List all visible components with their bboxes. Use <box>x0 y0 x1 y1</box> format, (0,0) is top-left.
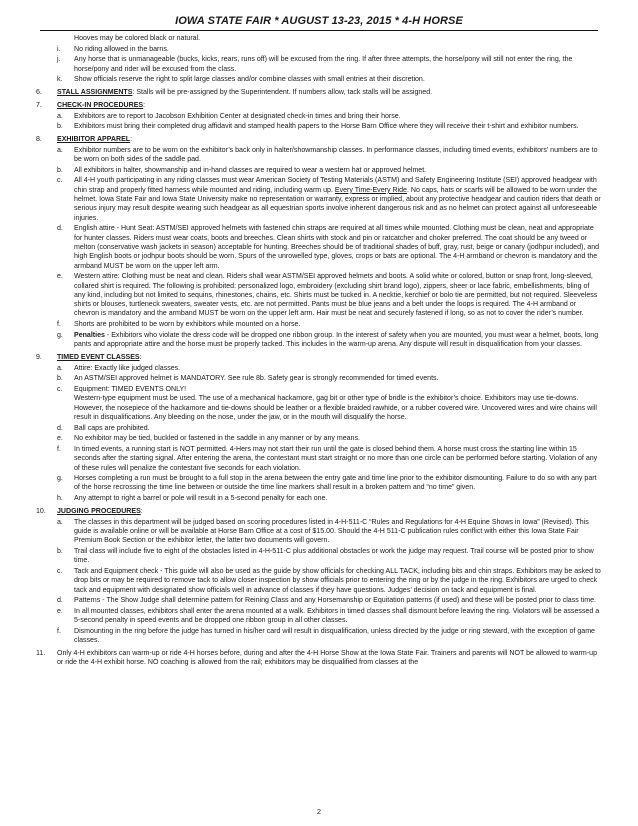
list-item: a. The classes in this department will be judged based on scoring procedures listed in 4-H-511-C “Rules and Regulations for 4-H Equine Shows in Iowa” (Revised). This guide is available online or will be available at Horse Barn Office at a cost of $15.00. Should the 4-H 511-C publication rules conflict with either this Iowa State Fair Premium Book Section or the exhibitor letter, the latter two documents will govern. <box>57 518 589 545</box>
list-item: b. Exhibitors must bring their completed drug affidavit and stamped health papers to the Horse Barn Office where they will receive their t-shirt and exhibitor numbers. <box>57 123 579 131</box>
list-item: f. Shorts are prohibited to be worn by exhibitors while mounted on a horse. <box>57 321 301 329</box>
list-item: d. Patterns - The Show Judge shall determine pattern for Reining Class and any Horsemanship or Equitation patterns (if used) and these will be posted prior to class time. <box>57 597 597 605</box>
list-item: e. Western attire: Clothing must be neat and clean. Riders shall wear ASTM/SEI approved helmets and boots. A solid white or colored, button or snap front, long-sleeved, collared shirt is required. The following is prohibited: personalized logo, embroidery (excluding shirt brand logo), zippers, sheer or lace fabric, embellishments, bling of any kind, including but not limited to sequins, rhinestones, chains, etc. Shirts must be tucked in. A necktie, kerchief or bolo tie are permitted, but not required. Sleeveless shirts or blouses, turtleneck sweaters, sweater vests, etc. are not permitted. Pants must be blue jeans and a belt under the loops is required. The 4-H armband or chevron is mandatory and the armband MUST be worn on the upper left arm. Hair must be neat and securely fastened if long, so as not to cover the rider’s number. <box>57 273 598 318</box>
section-heading: STALL ASSIGNMENTS <box>57 89 133 97</box>
page-header: IOWA STATE FAIR * AUGUST 13-23, 2015 * 4-H HORSE <box>175 15 463 27</box>
list-item: b. Trail class will include five to eight of the obstacles listed in 4-H-511-C plus additional obstacles or work the judge may request. Trail course will be posted prior to show time. <box>57 547 594 565</box>
list-item: g. Horses completing a run must be brought to a full stop in the arena between the entry gate and time line prior to the exhibitor dismounting. Failure to do so with any part of the horse recrossing the time line between or outside the time line markers shall result in a broken pattern and “no time” given. <box>57 475 597 492</box>
section-11: 11. Only 4-H exhibitors can warm-up or ride 4-H horses before, during and after the 4-H Horse Show at the Iowa State Fair. Trainers and parents will NOT be allowed to warm-up or ride the 4-H exhibit horse. NO coaching is allowed from the rail; exhibitors may be disqualified from classes at the <box>36 649 597 667</box>
list-item: c. Tack and Equipment check - This guide will also be used as the guide by show officials for checking ALL TACK, including bits and chin straps. Exhibitors may be asked to drop bits or may be required to remove tack to allow closer inspection by show officials prior to entering the ring or by the judge in the ring. Exhibitors are urged to check tack and equipment with designated show officials well in advance of classes if they have questions. Judges’ decision on tack and equipment is final. <box>57 567 601 594</box>
list-item: f. Dismounting in the ring before the judge has turned in his/her card will result in disqualification, unless directed by the judge or ring steward, with the exception of game classes. <box>57 627 595 645</box>
list-item: Hooves may be colored black or natural. <box>74 35 201 42</box>
list-item: d. English attire - Hunt Seat: ASTM/SEI approved helmets with fastened chin straps are required at all times while mounted. Clothing must be clean, neat and appropriate for hunter classes. Riders must wear coats, boots and breeches. Clean shirts with stock and pin or ratcatcher and choker preferred. The coat should be any tweed or melton (conservative wash jackets in season) acceptable for hunting. Breeches should be of traditional shades of buff, gray, rust, beige or canary (jodhpur included), and high English boots or jodhpur boots should be worn. Spurs of the unrowelled type, gloves, crops or bats are optional. The 4-H armband or chevron is mandatory and the armband MUST be worn on the upper left arm. <box>57 225 600 270</box>
section-10: 10. JUDGING PROCEDURES: <box>36 507 143 515</box>
section-heading: JUDGING PROCEDURES <box>57 507 141 515</box>
list-item: b. All exhibitors in halter, showmanship and in-hand classes are required to wear a western hat or approved helmet. <box>57 166 427 174</box>
list-item: b. An ASTM/SEI approved helmet is MANDATORY. See rule 8b. Safety gear is strongly recommended for timed events. <box>57 375 439 383</box>
list-item: c. All 4-H youth participating in any riding classes must wear American Society of Testing Materials (ASTM) and Safety Engineering Institute (SEI) approved headgear with chin strap and properly fitted harness while mounted and riding, including warm up. Every Time-Every Ride. No caps, hats or scarfs will be allowed to be worn under the helmet. Iowa State Fair and Iowa State University make no representation or warranty, express or implied, about any protective headgear and caution riders that death or serious injury may result despite wearing such headgear as all equestrian sports involve inherent dangerous risk and as no helmet can protect against all unforeseeable injuries. <box>57 177 601 222</box>
list-item: a. Exhibitors are to report to Jacobson Exhibition Center at designated check-in times and bring their horse. <box>57 112 401 120</box>
section-heading: TIMED EVENT CLASSES <box>57 353 140 361</box>
list-item: i. No riding allowed in the barns. <box>57 45 169 53</box>
list-item: h. Any attempt to right a barrel or pole will result in a 5-second penalty for each one. <box>57 495 328 503</box>
list-item: c. Equipment: TIMED EVENTS ONLY! Western-type equipment must be used. The use of a mechanical hackamore, gag bit or other type of bridle is the exhibitor’s choice. Exhibitors may use tie-downs. However, the nosepiece of the hackamore and tie-downs should be leather or a flexible braided rawhide, or a rubber covered wire. Uncovered wires and wire chains will result in disqualifications. Any bleeding on the nose, under the jaw, or in the mouth will disqualify the horse. <box>57 385 597 421</box>
list-item: f. In timed events, a running start is NOT permitted. 4-Hers may not start their run until the gate is closed behind them. A horse must cross the starting line within 15 seconds after the starting signal. After entering the arena, the contestant must start straight or no more than one circle can be performed before starting. Violation of any of these rules will penalize the contestant five seconds for each violation. <box>57 445 598 472</box>
page-content <box>36 34 602 668</box>
header-rule <box>40 30 598 31</box>
list-item: a. Attire: Exactly like judged classes. <box>57 364 181 372</box>
list-item: g. Penalties - Exhibitors who violate the dress code will be dropped one ribbon group. In the interest of safety when you are mounted, you must wear a helmet, boots, long pants and appropriate attire and the horse must be properly tacked. This includes in the warm-up arena. Any dispute will result in disqualification from your classes. <box>57 331 599 349</box>
section-heading: EXHIBITOR APPAREL <box>57 136 131 144</box>
list-item: a. Exhibitor numbers are to be worn on the exhibitor’s back only in halter/showmanship classes. In performance classes, including timed events, exhibitors’ numbers are to be worn on both sides of the saddle pad. <box>57 146 598 164</box>
list-item: k. Show officials reserve the right to split large classes and/or combine classes with small entries at their discretion. <box>57 76 425 84</box>
list-item: d. Ball caps are prohibited. <box>57 424 150 432</box>
list-item: j. Any horse that is unmanageable (bucks, kicks, rears, runs off) will be excused from the ring. If after three attempts, the horse/pony will still not enter the ring, the horse/pony and rider will be excused from the class. <box>57 56 573 73</box>
section-6: 6. STALL ASSIGNMENTS: Stalls will be pre-assigned by the Superintendent. If numbers allow, tack stalls will be assigned. <box>36 89 433 97</box>
section-heading: CHECK-IN PROCEDURES <box>57 101 144 109</box>
list-item: e. In all mounted classes, exhibitors shall enter the arena mounted at a walk. Exhibitors in timed classes shall dismount before leaving the ring. Violators will be assessed a 5-second penalty in speed events and be dropped one ribbon group in all other classes. <box>57 607 600 625</box>
page-number: 2 <box>316 807 322 816</box>
section-8: 8. EXHIBITOR APPAREL: <box>36 136 133 144</box>
section-9: 9. TIMED EVENT CLASSES: <box>36 353 142 361</box>
section-7: 7. CHECK-IN PROCEDURES: <box>36 101 146 109</box>
list-item: e. No exhibitor may be tied, buckled or fastened in the saddle in any manner or by any means. <box>57 435 360 443</box>
